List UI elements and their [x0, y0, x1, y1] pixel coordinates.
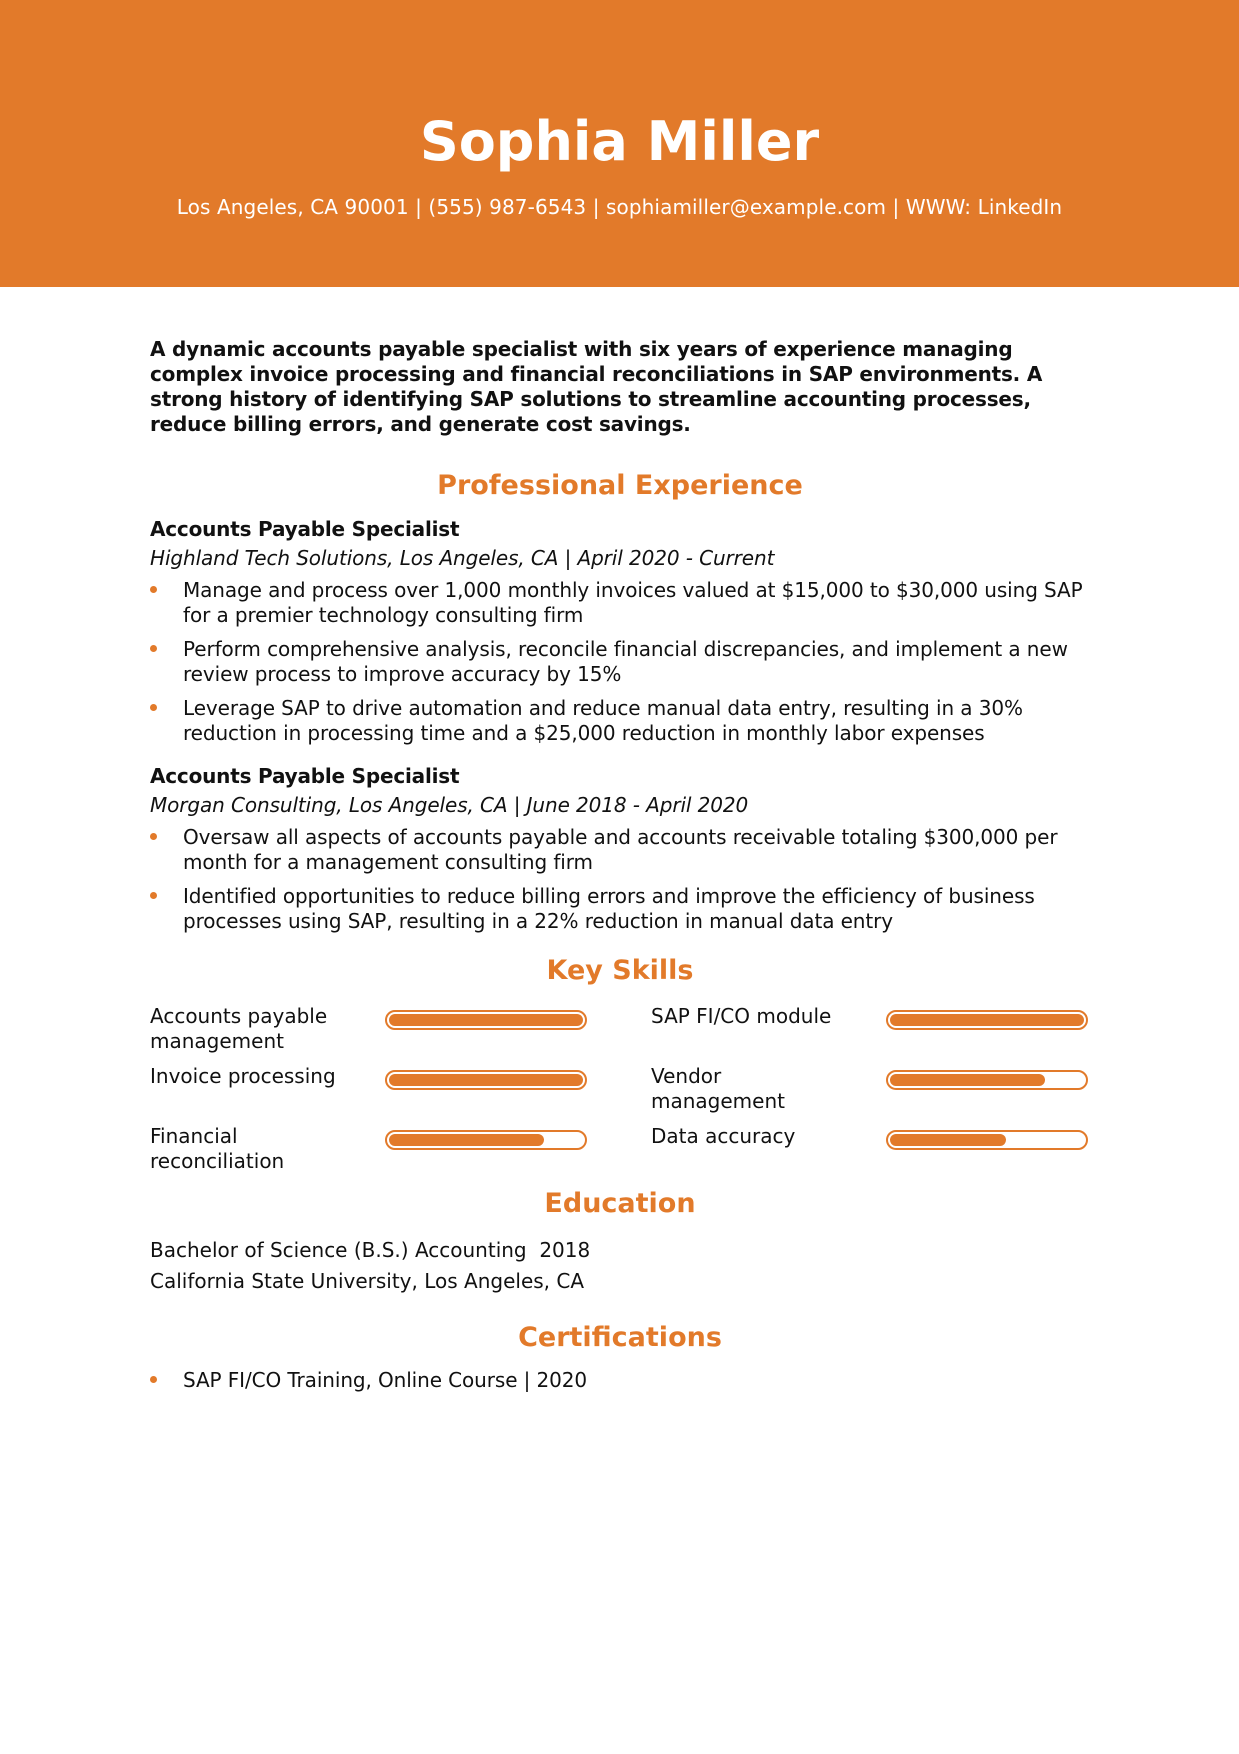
skill-item [651, 1124, 1091, 1184]
job-meta: Highland Tech Solutions, Los Angeles, CA | April 2020 - Current [150, 546, 775, 570]
bullet-dot-icon [150, 892, 157, 899]
skill-bar-fill [389, 1014, 583, 1026]
skill-item [651, 1064, 1091, 1124]
skill-bar-fill [389, 1074, 583, 1086]
bullet-item [150, 884, 1090, 934]
skill-bar [886, 1130, 1088, 1150]
school-line: California State University, Los Angeles, CA [150, 1269, 585, 1293]
skill-bar [385, 1070, 587, 1090]
candidate-name: Sophia Miller [419, 110, 820, 173]
skill-bar [385, 1010, 587, 1030]
certifications-list [150, 1368, 1090, 1393]
certification-text: SAP FI/CO Training, Online Course | 2020 [183, 1368, 588, 1392]
skill-bar-fill [890, 1074, 1045, 1086]
skill-bar [886, 1010, 1088, 1030]
job-bullets [150, 578, 1090, 746]
bullet-text: Oversaw all aspects of accounts payable and accounts receivable totaling $300,000 per month for a management consulting firm [183, 825, 1058, 874]
bullet-dot-icon [150, 1376, 157, 1383]
resume-body [150, 337, 1090, 1393]
skill-bar [886, 1070, 1088, 1090]
skill-label: Invoice processing [150, 1064, 336, 1088]
bullet-item [150, 825, 1090, 875]
skills-heading: Key Skills [546, 955, 694, 986]
job-bullets [150, 825, 1090, 934]
skill-bar [385, 1130, 587, 1150]
bullet-item [150, 637, 1090, 687]
skill-label: Data accuracy [651, 1124, 796, 1148]
skill-label: Vendor management [651, 1064, 785, 1113]
bullet-text: Manage and process over 1,000 monthly invoices valued at $15,000 to $30,000 using SAP for a premier technology consulting firm [183, 578, 1083, 627]
bullet-text: Perform comprehensive analysis, reconcile financial discrepancies, and implement a new review process to improve accuracy by 15% [183, 637, 1068, 686]
summary: A dynamic accounts payable specialist with six years of experience managing complex invoice processing and financial reconciliations in SAP environments. A strong history of identifying SAP solutions to streamline accounting processes, reduce billing errors, and generate cost savings. [150, 337, 1043, 436]
skill-item [651, 1004, 1091, 1064]
bullet-item [150, 578, 1090, 628]
bullet-dot-icon [150, 704, 157, 711]
skill-item [150, 1064, 590, 1124]
skill-bar-fill [890, 1014, 1084, 1026]
contact-line: Los Angeles, CA 90001 | (555) 987-6543 | sophiamiller@example.com | WWW: LinkedIn [176, 195, 1063, 219]
job-entry [150, 762, 1090, 934]
skill-label: SAP FI/CO module [651, 1004, 832, 1028]
bullet-dot-icon [150, 645, 157, 652]
education-entry [150, 1235, 1090, 1297]
degree-line: Bachelor of Science (B.S.) Accounting 2018 [150, 1238, 591, 1262]
skill-item [150, 1004, 590, 1064]
job-title: Accounts Payable Specialist [150, 517, 460, 541]
certifications-heading: Certifications [518, 1322, 722, 1353]
bullet-item [150, 696, 1090, 746]
skill-bar-fill [890, 1134, 1006, 1146]
job-meta: Morgan Consulting, Los Angeles, CA | June 2018 - April 2020 [150, 793, 749, 817]
bullet-dot-icon [150, 586, 157, 593]
skill-item [150, 1124, 590, 1184]
job-entry [150, 515, 1090, 746]
bullet-text: Leverage SAP to drive automation and reduce manual data entry, resulting in a 30% reduction in processing time and a $25,000 reduction in monthly labor expenses [183, 696, 1023, 745]
skill-label: Accounts payable management [150, 1004, 328, 1053]
bullet-item [150, 1368, 1090, 1393]
skill-bar-fill [389, 1134, 544, 1146]
header-banner [0, 0, 1239, 287]
bullet-text: Identified opportunities to reduce billing errors and improve the efficiency of business processes using SAP, resulting in a 22% reduction in manual data entry [183, 884, 1035, 933]
bullet-dot-icon [150, 833, 157, 840]
experience-heading: Professional Experience [437, 470, 803, 501]
job-title: Accounts Payable Specialist [150, 764, 460, 788]
skills-grid [150, 1004, 1090, 1174]
education-heading: Education [544, 1188, 696, 1219]
skill-label: Financial reconciliation [150, 1124, 285, 1173]
